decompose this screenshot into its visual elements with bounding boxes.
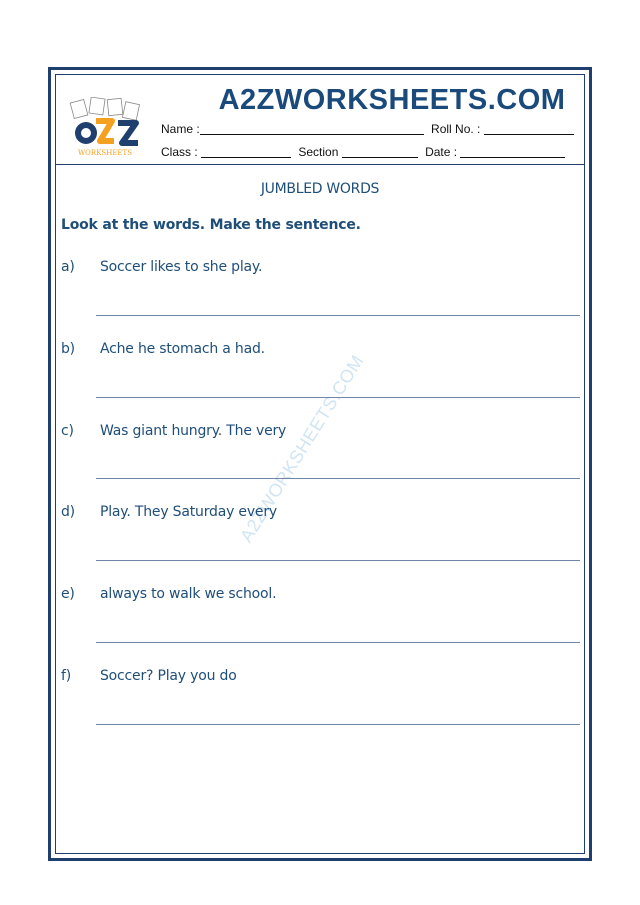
class-label: Class : [161,145,198,159]
class-field-row [161,145,565,159]
name-label: Name : [161,122,200,136]
question-text-b: Ache he stomach a had. [100,341,265,357]
roll-blank[interactable] [484,124,574,135]
roll-label: Roll No. : [431,122,481,136]
name-blank[interactable] [200,124,424,135]
answer-line-c[interactable] [96,478,580,479]
watermark: A2ZWORKSHEETS.COM [236,351,368,546]
answer-line-d[interactable] [96,560,580,561]
question-label-c: c) [61,423,74,439]
class-blank[interactable] [201,147,291,158]
question-label-b: b) [61,341,75,357]
answer-line-b[interactable] [96,397,580,398]
name-field-row [161,122,574,136]
worksheet-title: JUMBLED WORDS [260,181,380,197]
a2z-logo [62,97,148,159]
question-text-d: Play. They Saturday every [100,504,277,520]
worksheet-frame [48,67,592,861]
question-label-d: d) [61,504,75,520]
question-label-a: a) [61,259,75,275]
question-text-f: Soccer? Play you do [100,668,237,684]
question-label-f: f) [61,668,71,684]
question-text-a: Soccer likes to she play. [100,259,263,275]
question-text-e: always to walk we school. [100,586,277,602]
section-blank[interactable] [342,147,418,158]
date-label: Date : [425,145,458,159]
answer-line-f[interactable] [96,724,580,725]
question-label-e: e) [61,586,75,602]
worksheet-inner-frame [55,74,585,854]
site-title: A2ZWORKSHEETS.COM [218,84,566,116]
logo-subtext: WORKSHEETS [77,149,133,157]
answer-line-a[interactable] [96,315,580,316]
instruction-text: Look at the words. Make the sentence. [61,217,361,233]
header-divider [56,164,584,165]
answer-line-e[interactable] [96,642,580,643]
date-blank[interactable] [460,147,565,158]
section-label: Section [298,145,339,159]
question-text-c: Was giant hungry. The very [100,423,287,439]
